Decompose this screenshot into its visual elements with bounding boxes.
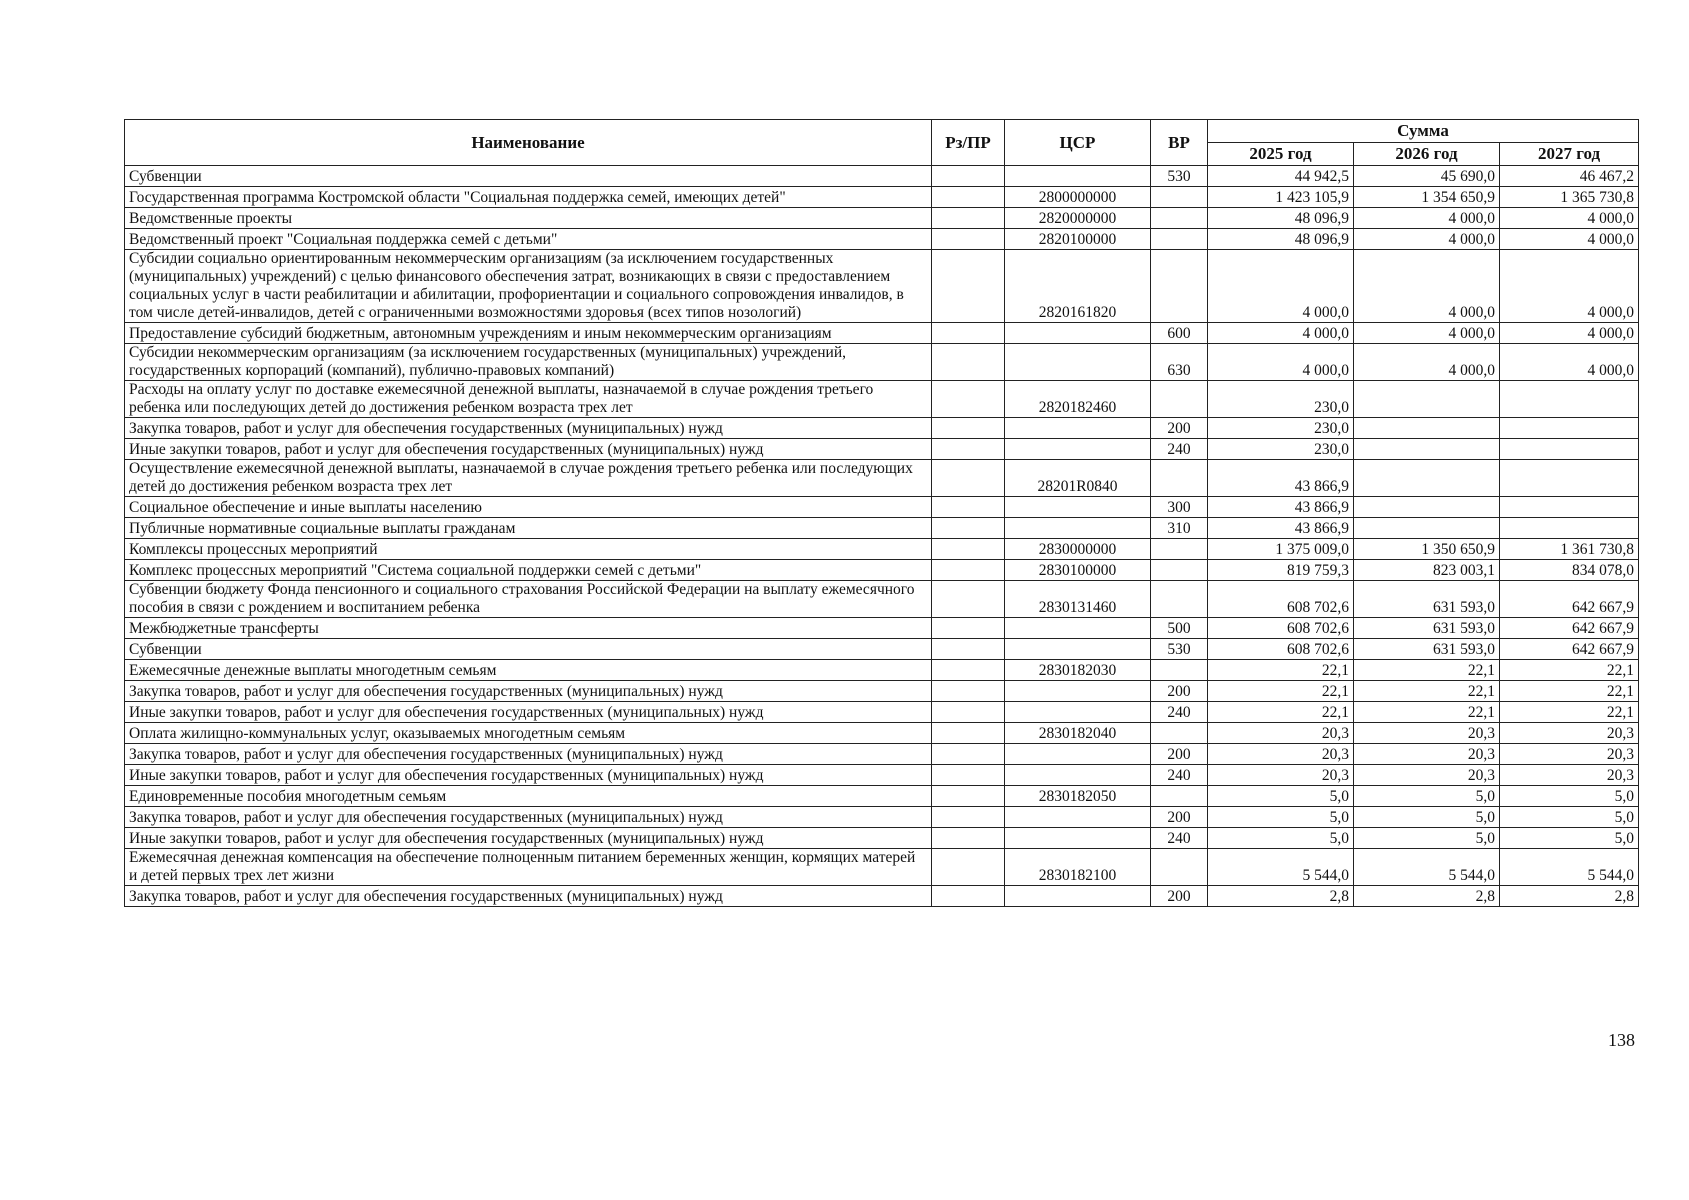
cell-csr: 2820161820 bbox=[1005, 250, 1151, 323]
cell-2027: 4 000,0 bbox=[1500, 323, 1639, 344]
cell-vr bbox=[1151, 229, 1208, 250]
cell-2027 bbox=[1500, 381, 1639, 418]
cell-csr bbox=[1005, 518, 1151, 539]
table-row bbox=[125, 166, 1639, 187]
cell-vr bbox=[1151, 460, 1208, 497]
cell-name: Закупка товаров, работ и услуг для обеспечения государственных (муниципальных) нужд bbox=[125, 418, 932, 439]
cell-2026: 631 593,0 bbox=[1354, 581, 1500, 618]
cell-2027: 5 544,0 bbox=[1500, 849, 1639, 886]
cell-csr bbox=[1005, 323, 1151, 344]
header-vr: ВР bbox=[1151, 120, 1208, 166]
cell-2025: 4 000,0 bbox=[1208, 250, 1354, 323]
cell-2027 bbox=[1500, 418, 1639, 439]
cell-2027 bbox=[1500, 439, 1639, 460]
cell-name: Осуществление ежемесячной денежной выплаты, назначаемой в случае рождения третьего ребенка или последующих детей до достижения ребенком возраста трех лет bbox=[125, 460, 932, 497]
cell-2026: 4 000,0 bbox=[1354, 323, 1500, 344]
cell-csr bbox=[1005, 166, 1151, 187]
cell-2025: 608 702,6 bbox=[1208, 618, 1354, 639]
header-year-2025: 2025 год bbox=[1208, 143, 1354, 166]
table-row bbox=[125, 229, 1639, 250]
cell-rz-pr bbox=[932, 723, 1005, 744]
cell-rz-pr bbox=[932, 618, 1005, 639]
cell-2026 bbox=[1354, 418, 1500, 439]
cell-2026: 631 593,0 bbox=[1354, 639, 1500, 660]
cell-csr bbox=[1005, 497, 1151, 518]
table-row bbox=[125, 187, 1639, 208]
header-year-2026: 2026 год bbox=[1354, 143, 1500, 166]
cell-csr: 2830182100 bbox=[1005, 849, 1151, 886]
cell-name: Ведомственный проект "Социальная поддержка семей с детьми" bbox=[125, 229, 932, 250]
cell-2026 bbox=[1354, 439, 1500, 460]
cell-csr bbox=[1005, 744, 1151, 765]
cell-name: Иные закупки товаров, работ и услуг для обеспечения государственных (муниципальных) нужд bbox=[125, 765, 932, 786]
cell-2027: 4 000,0 bbox=[1500, 344, 1639, 381]
cell-name: Оплата жилищно-коммунальных услуг, оказываемых многодетным семьям bbox=[125, 723, 932, 744]
cell-name: Социальное обеспечение и иные выплаты населению bbox=[125, 497, 932, 518]
table-row bbox=[125, 723, 1639, 744]
cell-2025: 4 000,0 bbox=[1208, 323, 1354, 344]
cell-2026: 4 000,0 bbox=[1354, 250, 1500, 323]
cell-name: Закупка товаров, работ и услуг для обеспечения государственных (муниципальных) нужд bbox=[125, 807, 932, 828]
cell-2026: 631 593,0 bbox=[1354, 618, 1500, 639]
cell-name: Субсидии некоммерческим организациям (за исключением государственных (муниципальных) учреждений, государственных корпораций (компаний), публично-правовых компаний) bbox=[125, 344, 932, 381]
cell-rz-pr bbox=[932, 849, 1005, 886]
cell-vr: 530 bbox=[1151, 639, 1208, 660]
cell-2025: 43 866,9 bbox=[1208, 518, 1354, 539]
cell-csr: 2830100000 bbox=[1005, 560, 1151, 581]
table-row bbox=[125, 518, 1639, 539]
cell-csr: 2800000000 bbox=[1005, 187, 1151, 208]
table-row bbox=[125, 560, 1639, 581]
table-row bbox=[125, 439, 1639, 460]
cell-rz-pr bbox=[932, 807, 1005, 828]
header-sum: Сумма bbox=[1208, 120, 1639, 143]
table-row bbox=[125, 539, 1639, 560]
cell-csr: 2830182040 bbox=[1005, 723, 1151, 744]
cell-2026 bbox=[1354, 460, 1500, 497]
cell-rz-pr bbox=[932, 323, 1005, 344]
cell-vr: 300 bbox=[1151, 497, 1208, 518]
cell-2027: 22,1 bbox=[1500, 681, 1639, 702]
cell-2025: 48 096,9 bbox=[1208, 208, 1354, 229]
cell-csr bbox=[1005, 618, 1151, 639]
cell-2026: 4 000,0 bbox=[1354, 229, 1500, 250]
header-csr: ЦСР bbox=[1005, 120, 1151, 166]
cell-2027: 46 467,2 bbox=[1500, 166, 1639, 187]
budget-table bbox=[124, 119, 1639, 907]
cell-vr bbox=[1151, 723, 1208, 744]
cell-csr bbox=[1005, 807, 1151, 828]
cell-2025: 20,3 bbox=[1208, 744, 1354, 765]
table-row bbox=[125, 497, 1639, 518]
cell-2025: 22,1 bbox=[1208, 702, 1354, 723]
cell-rz-pr bbox=[932, 208, 1005, 229]
cell-2027: 642 667,9 bbox=[1500, 618, 1639, 639]
cell-2027: 1 365 730,8 bbox=[1500, 187, 1639, 208]
cell-name: Иные закупки товаров, работ и услуг для обеспечения государственных (муниципальных) нужд bbox=[125, 828, 932, 849]
cell-vr bbox=[1151, 660, 1208, 681]
cell-rz-pr bbox=[932, 344, 1005, 381]
cell-2026: 5,0 bbox=[1354, 828, 1500, 849]
cell-rz-pr bbox=[932, 250, 1005, 323]
cell-2027: 20,3 bbox=[1500, 744, 1639, 765]
cell-name: Иные закупки товаров, работ и услуг для обеспечения государственных (муниципальных) нужд bbox=[125, 702, 932, 723]
cell-2026: 4 000,0 bbox=[1354, 344, 1500, 381]
page-number: 138 bbox=[1608, 1030, 1635, 1050]
cell-2026: 45 690,0 bbox=[1354, 166, 1500, 187]
table-row bbox=[125, 344, 1639, 381]
cell-csr bbox=[1005, 681, 1151, 702]
cell-rz-pr bbox=[932, 828, 1005, 849]
cell-2026: 5 544,0 bbox=[1354, 849, 1500, 886]
cell-2027: 4 000,0 bbox=[1500, 250, 1639, 323]
cell-rz-pr bbox=[932, 639, 1005, 660]
cell-2025: 44 942,5 bbox=[1208, 166, 1354, 187]
cell-vr bbox=[1151, 381, 1208, 418]
cell-name: Расходы на оплату услуг по доставке ежемесячной денежной выплаты, назначаемой в случае рождения третьего ребенка или последующих детей до достижения ребенком возраста трех лет bbox=[125, 381, 932, 418]
cell-2027: 4 000,0 bbox=[1500, 208, 1639, 229]
cell-vr: 600 bbox=[1151, 323, 1208, 344]
table-row bbox=[125, 250, 1639, 323]
cell-rz-pr bbox=[932, 166, 1005, 187]
cell-name: Субсидии социально ориентированным некоммерческим организациям (за исключением государственных (муниципальных) учреждений) с целью финансового обеспечения затрат, возникающих в связи с предоставлением социальных услуг в части реабилитации и абилитации, профориентации и социального сопровождения инвалидов, в том числе детей-инвалидов, детей с ограниченными возможностями здоровья (всех типов нозологий) bbox=[125, 250, 932, 323]
cell-2025: 5 544,0 bbox=[1208, 849, 1354, 886]
cell-rz-pr bbox=[932, 681, 1005, 702]
cell-vr: 500 bbox=[1151, 618, 1208, 639]
table-body bbox=[125, 166, 1639, 907]
cell-name: Публичные нормативные социальные выплаты гражданам bbox=[125, 518, 932, 539]
cell-vr bbox=[1151, 208, 1208, 229]
cell-vr: 630 bbox=[1151, 344, 1208, 381]
cell-2026: 1 354 650,9 bbox=[1354, 187, 1500, 208]
table-row bbox=[125, 744, 1639, 765]
cell-name: Государственная программа Костромской области "Социальная поддержка семей, имеющих детей" bbox=[125, 187, 932, 208]
cell-2025: 230,0 bbox=[1208, 439, 1354, 460]
cell-csr: 2820000000 bbox=[1005, 208, 1151, 229]
cell-vr: 240 bbox=[1151, 439, 1208, 460]
cell-2025: 1 375 009,0 bbox=[1208, 539, 1354, 560]
cell-2026: 20,3 bbox=[1354, 723, 1500, 744]
cell-2025: 4 000,0 bbox=[1208, 344, 1354, 381]
cell-vr: 240 bbox=[1151, 828, 1208, 849]
cell-2026: 823 003,1 bbox=[1354, 560, 1500, 581]
cell-csr bbox=[1005, 344, 1151, 381]
cell-rz-pr bbox=[932, 786, 1005, 807]
cell-2027 bbox=[1500, 497, 1639, 518]
cell-2025: 5,0 bbox=[1208, 828, 1354, 849]
cell-2025: 608 702,6 bbox=[1208, 581, 1354, 618]
cell-csr: 2830131460 bbox=[1005, 581, 1151, 618]
cell-2027: 22,1 bbox=[1500, 702, 1639, 723]
table-row bbox=[125, 702, 1639, 723]
cell-name: Субвенции bbox=[125, 639, 932, 660]
cell-vr bbox=[1151, 786, 1208, 807]
cell-2025: 48 096,9 bbox=[1208, 229, 1354, 250]
cell-rz-pr bbox=[932, 381, 1005, 418]
cell-csr: 2820182460 bbox=[1005, 381, 1151, 418]
cell-2026 bbox=[1354, 518, 1500, 539]
header-year-2027: 2027 год bbox=[1500, 143, 1639, 166]
table-row bbox=[125, 807, 1639, 828]
header-rz-pr: Рз/ПР bbox=[932, 120, 1005, 166]
cell-rz-pr bbox=[932, 187, 1005, 208]
table-row bbox=[125, 765, 1639, 786]
cell-2027: 2,8 bbox=[1500, 886, 1639, 907]
cell-rz-pr bbox=[932, 497, 1005, 518]
cell-vr: 200 bbox=[1151, 886, 1208, 907]
cell-2026: 5,0 bbox=[1354, 807, 1500, 828]
cell-vr bbox=[1151, 250, 1208, 323]
cell-name: Закупка товаров, работ и услуг для обеспечения государственных (муниципальных) нужд bbox=[125, 886, 932, 907]
cell-2026: 5,0 bbox=[1354, 786, 1500, 807]
table-row bbox=[125, 208, 1639, 229]
cell-2027: 20,3 bbox=[1500, 765, 1639, 786]
cell-rz-pr bbox=[932, 460, 1005, 497]
table-row bbox=[125, 786, 1639, 807]
table-row bbox=[125, 460, 1639, 497]
cell-vr: 310 bbox=[1151, 518, 1208, 539]
cell-vr: 200 bbox=[1151, 418, 1208, 439]
cell-2025: 5,0 bbox=[1208, 786, 1354, 807]
cell-vr: 200 bbox=[1151, 681, 1208, 702]
cell-2025: 43 866,9 bbox=[1208, 460, 1354, 497]
cell-2026 bbox=[1354, 381, 1500, 418]
cell-name: Иные закупки товаров, работ и услуг для обеспечения государственных (муниципальных) нужд bbox=[125, 439, 932, 460]
cell-csr: 2830182030 bbox=[1005, 660, 1151, 681]
cell-2027: 1 361 730,8 bbox=[1500, 539, 1639, 560]
cell-csr bbox=[1005, 639, 1151, 660]
table-row bbox=[125, 323, 1639, 344]
cell-rz-pr bbox=[932, 439, 1005, 460]
cell-2025: 20,3 bbox=[1208, 765, 1354, 786]
cell-name: Ежемесячная денежная компенсация на обеспечение полноценным питанием беременных женщин, кормящих матерей и детей первых трех лет жизни bbox=[125, 849, 932, 886]
cell-2027 bbox=[1500, 460, 1639, 497]
cell-vr: 200 bbox=[1151, 744, 1208, 765]
table-row bbox=[125, 828, 1639, 849]
cell-csr bbox=[1005, 702, 1151, 723]
cell-csr: 2820100000 bbox=[1005, 229, 1151, 250]
table-header bbox=[125, 120, 1639, 166]
cell-rz-pr bbox=[932, 660, 1005, 681]
cell-2027: 834 078,0 bbox=[1500, 560, 1639, 581]
cell-csr bbox=[1005, 765, 1151, 786]
cell-2027: 5,0 bbox=[1500, 807, 1639, 828]
cell-name: Межбюджетные трансферты bbox=[125, 618, 932, 639]
cell-rz-pr bbox=[932, 765, 1005, 786]
table-row bbox=[125, 581, 1639, 618]
cell-csr: 2830182050 bbox=[1005, 786, 1151, 807]
cell-2025: 2,8 bbox=[1208, 886, 1354, 907]
cell-name: Единовременные пособия многодетным семьям bbox=[125, 786, 932, 807]
cell-vr bbox=[1151, 187, 1208, 208]
header-name: Наименование bbox=[125, 120, 932, 166]
table-row bbox=[125, 418, 1639, 439]
cell-2026: 22,1 bbox=[1354, 702, 1500, 723]
cell-name: Закупка товаров, работ и услуг для обеспечения государственных (муниципальных) нужд bbox=[125, 681, 932, 702]
cell-2025: 819 759,3 bbox=[1208, 560, 1354, 581]
cell-name: Субвенции бюджету Фонда пенсионного и социального страхования Российской Федерации на выплату ежемесячного пособия в связи с рождением и воспитанием ребенка bbox=[125, 581, 932, 618]
cell-csr bbox=[1005, 886, 1151, 907]
cell-rz-pr bbox=[932, 418, 1005, 439]
cell-rz-pr bbox=[932, 886, 1005, 907]
table-row bbox=[125, 849, 1639, 886]
table-row bbox=[125, 639, 1639, 660]
cell-name: Ведомственные проекты bbox=[125, 208, 932, 229]
cell-2025: 5,0 bbox=[1208, 807, 1354, 828]
cell-rz-pr bbox=[932, 702, 1005, 723]
cell-vr: 240 bbox=[1151, 765, 1208, 786]
cell-2025: 22,1 bbox=[1208, 660, 1354, 681]
cell-name: Ежемесячные денежные выплаты многодетным семьям bbox=[125, 660, 932, 681]
cell-2026: 20,3 bbox=[1354, 744, 1500, 765]
cell-2026: 22,1 bbox=[1354, 681, 1500, 702]
cell-rz-pr bbox=[932, 229, 1005, 250]
cell-csr bbox=[1005, 828, 1151, 849]
cell-rz-pr bbox=[932, 581, 1005, 618]
cell-2027: 5,0 bbox=[1500, 786, 1639, 807]
cell-rz-pr bbox=[932, 539, 1005, 560]
cell-csr: 2830000000 bbox=[1005, 539, 1151, 560]
cell-2027: 642 667,9 bbox=[1500, 581, 1639, 618]
cell-name: Субвенции bbox=[125, 166, 932, 187]
cell-2026: 20,3 bbox=[1354, 765, 1500, 786]
cell-2027: 642 667,9 bbox=[1500, 639, 1639, 660]
cell-2026: 1 350 650,9 bbox=[1354, 539, 1500, 560]
cell-vr bbox=[1151, 849, 1208, 886]
cell-vr: 240 bbox=[1151, 702, 1208, 723]
cell-2027: 20,3 bbox=[1500, 723, 1639, 744]
cell-vr bbox=[1151, 581, 1208, 618]
cell-2026: 2,8 bbox=[1354, 886, 1500, 907]
table-row bbox=[125, 381, 1639, 418]
table-row bbox=[125, 886, 1639, 907]
table-row bbox=[125, 618, 1639, 639]
cell-2027 bbox=[1500, 518, 1639, 539]
cell-2025: 22,1 bbox=[1208, 681, 1354, 702]
cell-vr: 530 bbox=[1151, 166, 1208, 187]
cell-2025: 20,3 bbox=[1208, 723, 1354, 744]
cell-vr bbox=[1151, 560, 1208, 581]
table-row bbox=[125, 660, 1639, 681]
cell-name: Комплекс процессных мероприятий "Система социальной поддержки семей с детьми" bbox=[125, 560, 932, 581]
cell-rz-pr bbox=[932, 518, 1005, 539]
cell-vr: 200 bbox=[1151, 807, 1208, 828]
cell-csr bbox=[1005, 439, 1151, 460]
table-row bbox=[125, 681, 1639, 702]
cell-rz-pr bbox=[932, 560, 1005, 581]
cell-rz-pr bbox=[932, 744, 1005, 765]
cell-2027: 5,0 bbox=[1500, 828, 1639, 849]
cell-2026: 22,1 bbox=[1354, 660, 1500, 681]
cell-2025: 230,0 bbox=[1208, 381, 1354, 418]
cell-name: Комплексы процессных мероприятий bbox=[125, 539, 932, 560]
cell-2026: 4 000,0 bbox=[1354, 208, 1500, 229]
cell-csr bbox=[1005, 418, 1151, 439]
cell-2025: 230,0 bbox=[1208, 418, 1354, 439]
cell-name: Закупка товаров, работ и услуг для обеспечения государственных (муниципальных) нужд bbox=[125, 744, 932, 765]
cell-vr bbox=[1151, 539, 1208, 560]
cell-2026 bbox=[1354, 497, 1500, 518]
cell-2025: 1 423 105,9 bbox=[1208, 187, 1354, 208]
cell-2027: 22,1 bbox=[1500, 660, 1639, 681]
cell-2027: 4 000,0 bbox=[1500, 229, 1639, 250]
cell-2025: 608 702,6 bbox=[1208, 639, 1354, 660]
cell-2025: 43 866,9 bbox=[1208, 497, 1354, 518]
cell-name: Предоставление субсидий бюджетным, автономным учреждениям и иным некоммерческим организациям bbox=[125, 323, 932, 344]
cell-csr: 28201R0840 bbox=[1005, 460, 1151, 497]
